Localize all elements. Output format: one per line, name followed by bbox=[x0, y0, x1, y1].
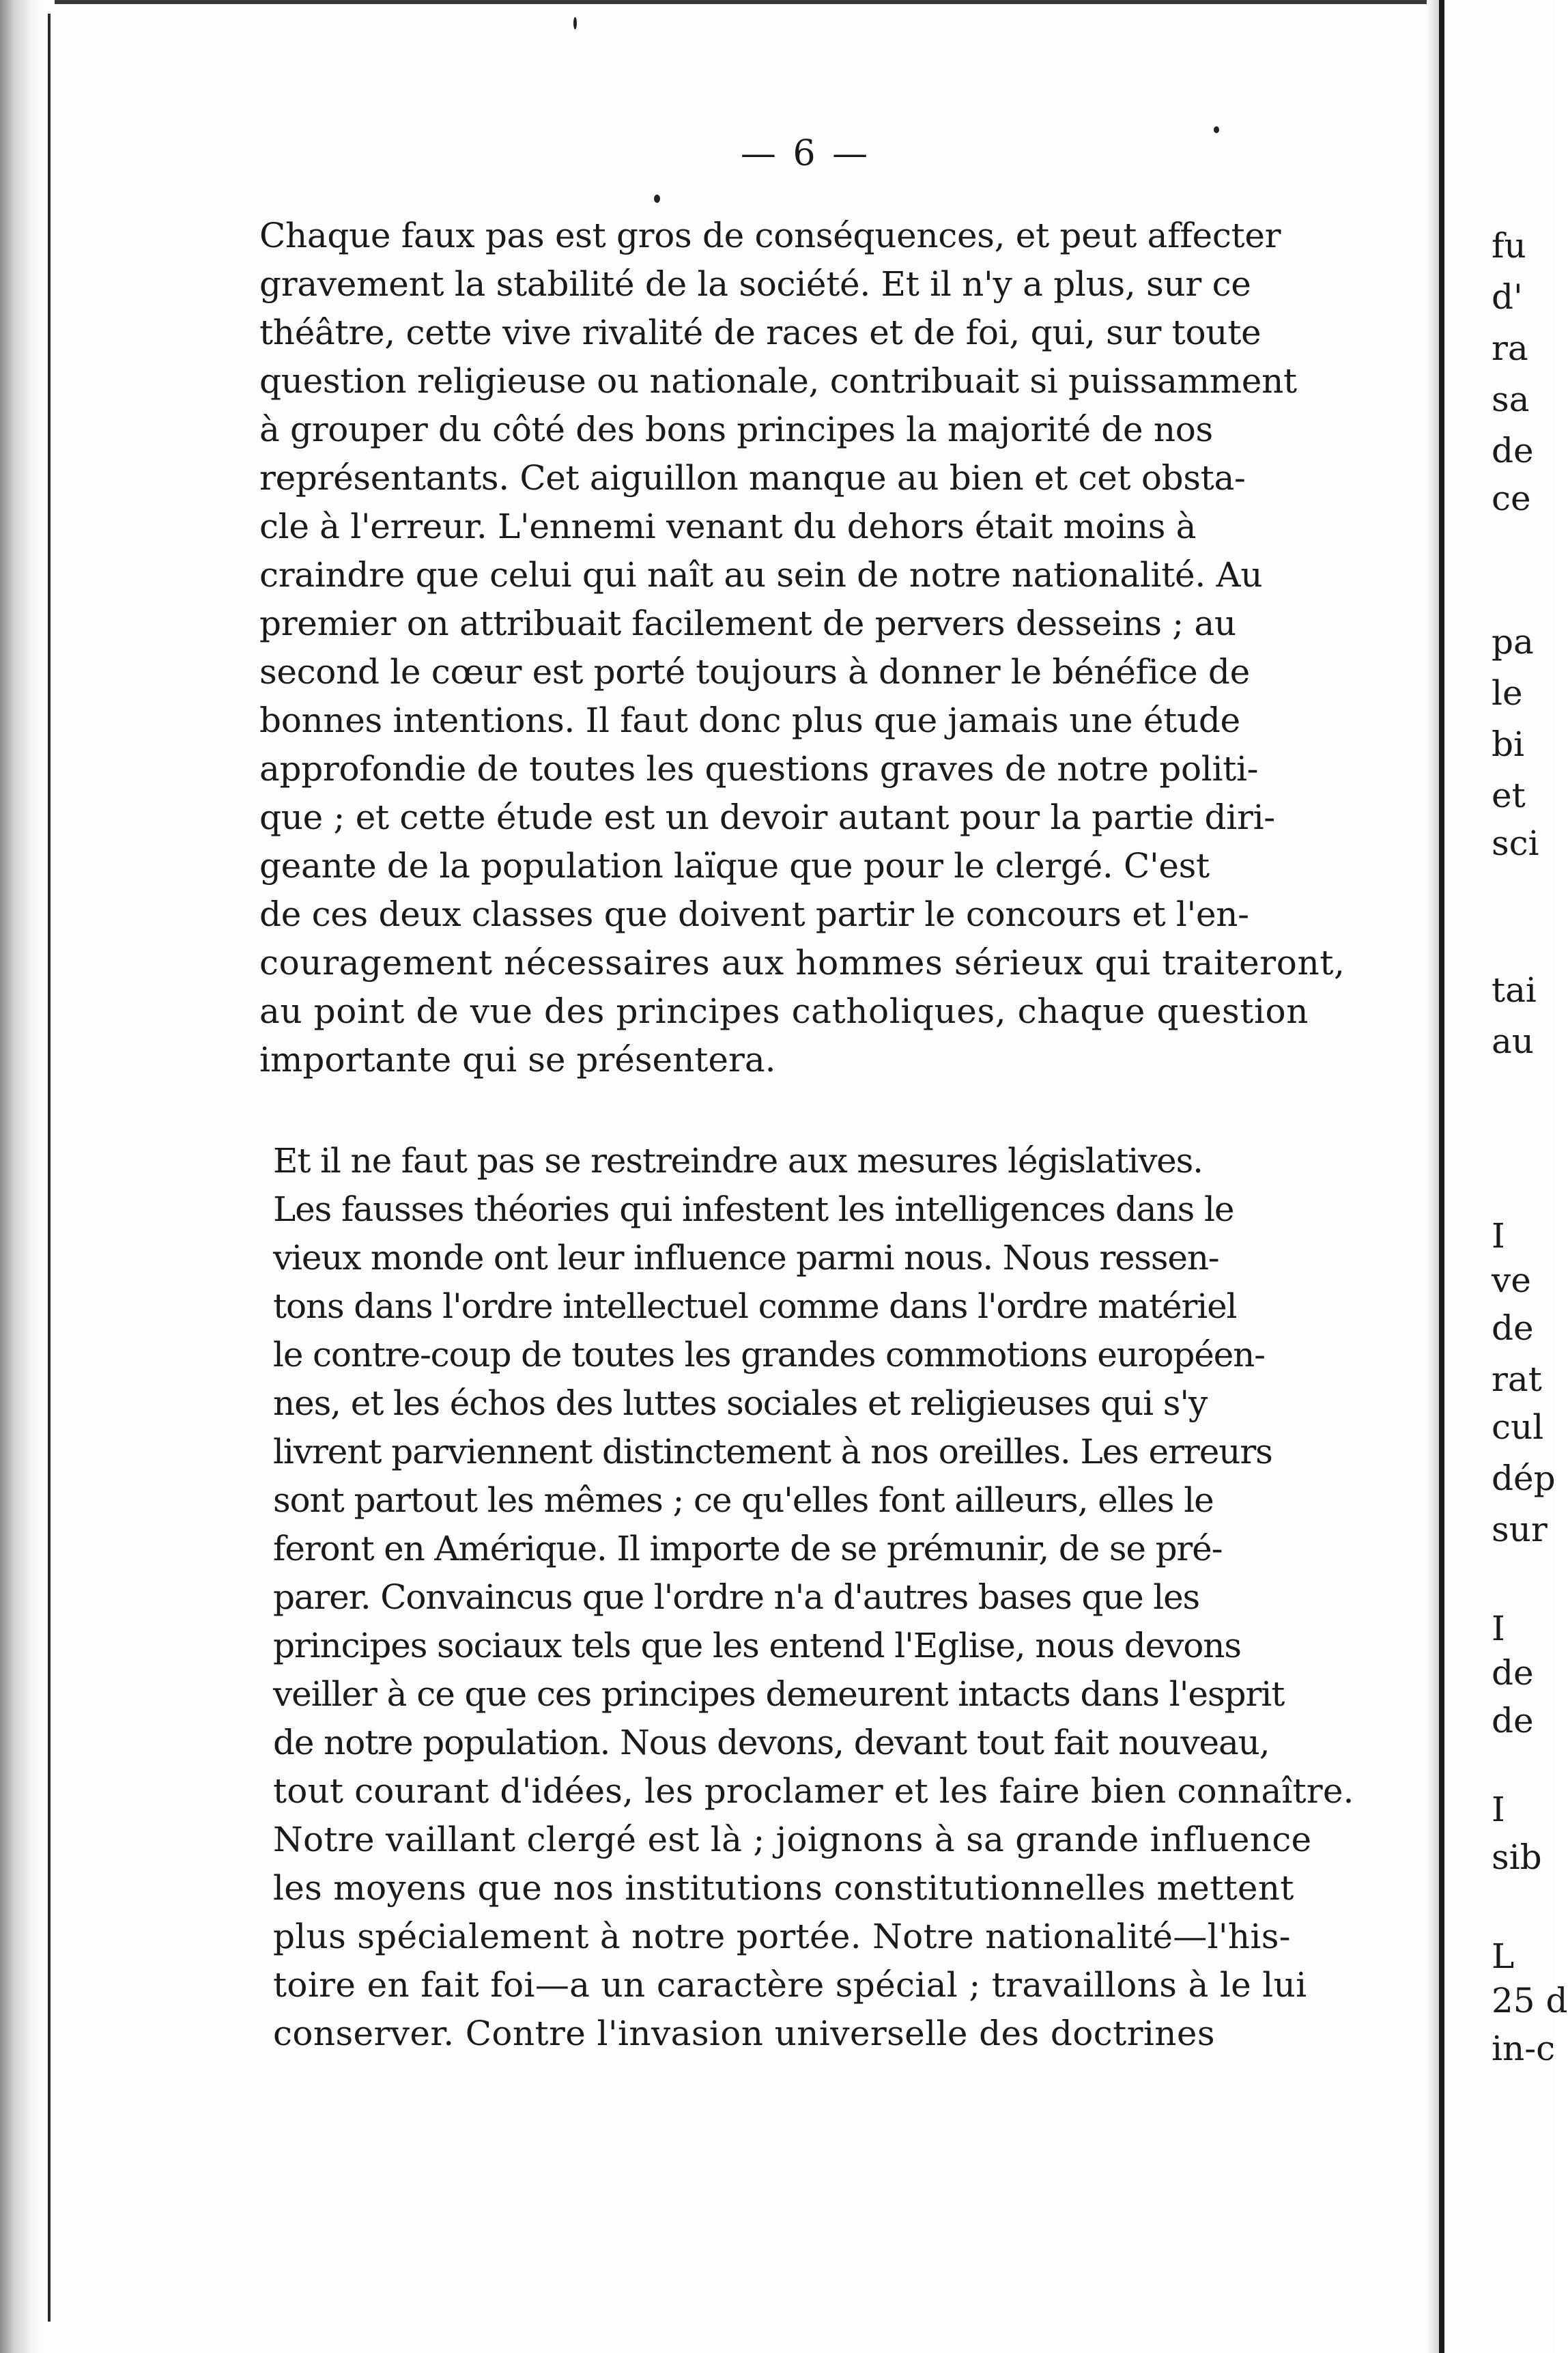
next-page-fragment: I bbox=[1492, 1609, 1505, 1648]
next-page-fragment: fu bbox=[1492, 226, 1526, 266]
scan-speck bbox=[573, 17, 577, 29]
text-line: de notre population. Nous devons, devant tout fait nouveau, bbox=[273, 1723, 1270, 1762]
next-page-fragment: dép bbox=[1492, 1459, 1556, 1498]
text-line: à grouper du côté des bons principes la majorité de nos bbox=[259, 410, 1213, 449]
next-page-fragment: ve bbox=[1492, 1260, 1531, 1300]
text-line: principes sociaux tels que les entend l'Eglise, nous devons bbox=[273, 1626, 1241, 1665]
text-line: représentants. Cet aiguillon manque au bien et cet obsta- bbox=[259, 458, 1246, 498]
next-page-fragment: bi bbox=[1492, 724, 1524, 764]
text-line: que ; et cette étude est un devoir autant pour la partie diri- bbox=[259, 798, 1275, 837]
next-page-fragment: ra bbox=[1492, 328, 1528, 368]
paragraph-2 bbox=[273, 1137, 1354, 2058]
next-page-fragment: I bbox=[1492, 1790, 1505, 1829]
next-page-fragment: sur bbox=[1492, 1510, 1548, 1549]
next-page-edge bbox=[1492, 0, 1568, 2353]
scan-speck bbox=[654, 195, 660, 203]
text-line: tout courant d'idées, les proclamer et les faire bien connaître. bbox=[273, 1771, 1354, 1811]
next-page-fragment: cul bbox=[1492, 1407, 1544, 1447]
text-line: livrent parviennent distinctement à nos oreilles. Les erreurs bbox=[273, 1432, 1272, 1471]
next-page-fragment: de bbox=[1492, 1701, 1534, 1741]
text-line: théâtre, cette vive rivalité de races et de foi, qui, sur toute bbox=[259, 313, 1261, 352]
page-gutter-rule bbox=[1439, 0, 1444, 2353]
next-page-fragment: L bbox=[1492, 1936, 1515, 1976]
next-page-fragment: sci bbox=[1492, 823, 1539, 863]
next-page-fragment: de bbox=[1492, 431, 1534, 470]
next-page-fragment: sa bbox=[1492, 380, 1530, 419]
text-line: Chaque faux pas est gros de conséquences, et peut affecter bbox=[259, 216, 1281, 255]
next-page-fragment: pa bbox=[1492, 622, 1534, 662]
text-line: les moyens que nos institutions constitutionnelles mettent bbox=[273, 1868, 1294, 1908]
text-line: question religieuse ou nationale, contribuait si puissamment bbox=[259, 361, 1297, 401]
text-line: couragement nécessaires aux hommes sérieux qui traiteront, bbox=[259, 943, 1345, 983]
text-line: plus spécialement à notre portée. Notre nationalité—l'his- bbox=[273, 1917, 1291, 1956]
text-line: nes, et les échos des luttes sociales et religieuses qui s'y bbox=[273, 1383, 1208, 1423]
next-page-fragment: de bbox=[1492, 1653, 1534, 1693]
text-line: tons dans l'ordre intellectuel comme dans l'ordre matériel bbox=[273, 1286, 1237, 1326]
text-line: gravement la stabilité de la société. Et il n'y a plus, sur ce bbox=[259, 264, 1251, 304]
text-line: toire en fait foi—a un caractère spécial ; travaillons à le lui bbox=[273, 1965, 1307, 2005]
binding-shadow bbox=[0, 0, 41, 2353]
text-line: au point de vue des principes catholiques, chaque question bbox=[259, 991, 1309, 1031]
text-line: bonnes intentions. Il faut donc plus que jamais une étude bbox=[259, 701, 1240, 740]
text-line: geante de la population laïque que pour le clergé. C'est bbox=[259, 846, 1210, 886]
text-line: de ces deux classes que doivent partir le concours et l'en- bbox=[259, 894, 1249, 934]
left-margin-rule bbox=[48, 14, 51, 2322]
next-page-fragment: in-c bbox=[1492, 2029, 1556, 2068]
scan-speck bbox=[1214, 126, 1219, 133]
next-page-fragment: et bbox=[1492, 776, 1526, 815]
next-page-fragment: de bbox=[1492, 1308, 1534, 1348]
next-page-fragment: le bbox=[1492, 673, 1523, 713]
gutter-shadow bbox=[1427, 0, 1439, 2353]
text-line: sont partout les mêmes ; ce qu'elles font ailleurs, elles le bbox=[273, 1480, 1214, 1520]
next-page-fragment: 25 d bbox=[1492, 1981, 1568, 2020]
text-line: veiller à ce que ces principes demeurent intacts dans l'esprit bbox=[273, 1674, 1285, 1714]
text-line: le contre-coup de toutes les grandes commotions européen- bbox=[273, 1335, 1265, 1375]
next-page-fragment: ce bbox=[1492, 479, 1531, 518]
paragraph-1 bbox=[259, 212, 1345, 1084]
next-page-fragment: sib bbox=[1492, 1837, 1542, 1877]
text-line: feront en Amérique. Il importe de se prémunir, de se pré- bbox=[273, 1529, 1223, 1568]
text-line: conserver. Contre l'invasion universelle des doctrines bbox=[273, 2014, 1215, 2053]
top-edge-rule bbox=[55, 0, 1439, 4]
page-number: — 6 — bbox=[740, 133, 871, 174]
text-line: Les fausses théories qui infestent les intelligences dans le bbox=[273, 1189, 1234, 1229]
text-line: second le cœur est porté toujours à donner le bénéfice de bbox=[259, 652, 1250, 692]
text-line: cle à l'erreur. L'ennemi venant du dehors était moins à bbox=[259, 507, 1197, 546]
next-page-fragment: d' bbox=[1492, 277, 1523, 317]
text-line: parer. Convaincus que l'ordre n'a d'autres bases que les bbox=[273, 1577, 1199, 1617]
text-line: premier on attribuait facilement de pervers desseins ; au bbox=[259, 604, 1236, 643]
text-line: Notre vaillant clergé est là ; joignons à sa grande influence bbox=[273, 1820, 1312, 1859]
next-page-fragment: tai bbox=[1492, 970, 1537, 1010]
text-line: approfondie de toutes les questions graves de notre politi- bbox=[259, 749, 1259, 789]
next-page-fragment: I bbox=[1492, 1216, 1505, 1256]
next-page-fragment: rat bbox=[1492, 1359, 1542, 1399]
text-line: craindre que celui qui naît au sein de notre nationalité. Au bbox=[259, 555, 1263, 595]
text-line: vieux monde ont leur influence parmi nous. Nous ressen- bbox=[273, 1238, 1219, 1278]
next-page-fragment: au bbox=[1492, 1021, 1535, 1061]
text-line: importante qui se présentera. bbox=[259, 1040, 776, 1080]
text-line: Et il ne faut pas se restreindre aux mesures législatives. bbox=[273, 1141, 1203, 1181]
